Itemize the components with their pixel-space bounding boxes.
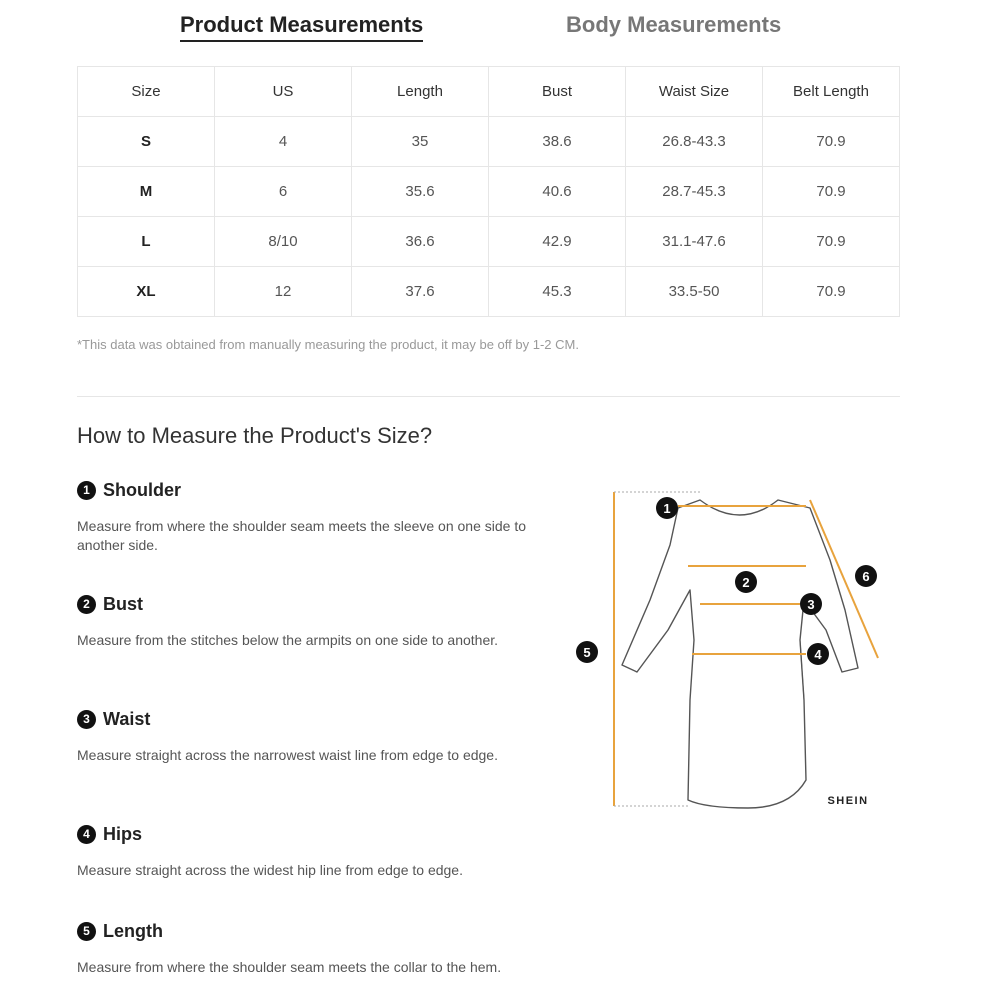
dress-measurement-diagram: [560, 480, 890, 820]
marker-4-icon: [807, 643, 829, 665]
table-cell: 6: [215, 167, 352, 217]
number-2-icon: 2: [77, 595, 96, 614]
step-title: Shoulder: [103, 479, 182, 500]
table-cell: M: [78, 167, 215, 217]
table-cell: 33.5-50: [626, 267, 763, 317]
marker-3-icon: [800, 593, 822, 615]
svg-text:2: 2: [742, 575, 750, 590]
step-description: Measure from where the shoulder seam meets the collar to the hem.: [77, 959, 502, 975]
table-cell: 35.6: [352, 167, 489, 217]
header-belt-length: Belt Length: [763, 67, 900, 117]
step-title: Length: [103, 920, 163, 941]
section-divider: [77, 396, 900, 397]
svg-text:5: 5: [583, 645, 591, 660]
table-cell: 35: [352, 117, 489, 167]
step-title: Bust: [103, 593, 143, 614]
svg-text:4: 4: [814, 647, 822, 662]
table-cell: S: [78, 117, 215, 167]
step-hips: [77, 822, 537, 880]
brand-logo: SHEIN: [827, 795, 869, 807]
marker-5-icon: [576, 641, 598, 663]
step-description: Measure straight across the widest hip line from edge to edge.: [77, 862, 463, 878]
tab-product-measurements[interactable]: Product Measurements: [180, 12, 423, 42]
table-row: [78, 117, 900, 167]
table-row: [78, 217, 900, 267]
header-length: Length: [352, 67, 489, 117]
number-4-icon: 4: [77, 825, 96, 844]
table-cell: 70.9: [763, 267, 900, 317]
table-cell: 70.9: [763, 117, 900, 167]
step-title: Waist: [103, 708, 151, 729]
step-shoulder: [77, 478, 537, 555]
header-us: US: [215, 67, 352, 117]
step-waist: [77, 707, 537, 765]
table-cell: 4: [215, 117, 352, 167]
measurement-disclaimer: *This data was obtained from manually measuring the product, it may be off by 1-2 CM.: [77, 337, 579, 352]
svg-text:1: 1: [663, 501, 671, 516]
table-cell: 26.8-43.3: [626, 117, 763, 167]
marker-2-icon: [735, 571, 757, 593]
table-header-row: [78, 67, 900, 117]
table-cell: 37.6: [352, 267, 489, 317]
how-to-measure-title: How to Measure the Product's Size?: [77, 423, 433, 448]
table-cell: 31.1-47.6: [626, 217, 763, 267]
table-cell: L: [78, 217, 215, 267]
step-description: Measure from the stitches below the armpits on one side to another.: [77, 632, 499, 648]
svg-text:6: 6: [862, 569, 870, 584]
svg-text:3: 3: [807, 597, 815, 612]
number-3-icon: 3: [77, 710, 96, 729]
step-length: [77, 919, 537, 977]
table-cell: 28.7-45.3: [626, 167, 763, 217]
table-cell: 36.6: [352, 217, 489, 267]
marker-6-icon: [855, 565, 877, 587]
table-row: [78, 167, 900, 217]
table-cell: 70.9: [763, 217, 900, 267]
table-cell: 42.9: [489, 217, 626, 267]
step-bust: [77, 592, 537, 650]
table-cell: 12: [215, 267, 352, 317]
tab-body-measurements[interactable]: Body Measurements: [566, 12, 782, 37]
table-cell: 38.6: [489, 117, 626, 167]
step-title: Hips: [103, 823, 143, 844]
table-cell: XL: [78, 267, 215, 317]
table-cell: 8/10: [215, 217, 352, 267]
step-description: Measure from where the shoulder seam meets the sleeve on one side to another side.: [77, 518, 527, 553]
marker-1-icon: [656, 497, 678, 519]
header-waist-size: Waist Size: [626, 67, 763, 117]
number-1-icon: 1: [77, 481, 96, 500]
table-cell: 45.3: [489, 267, 626, 317]
size-table: [77, 66, 900, 317]
header-bust: Bust: [489, 67, 626, 117]
measurement-tabs: [0, 12, 1000, 46]
step-description: Measure straight across the narrowest waist line from edge to edge.: [77, 747, 498, 763]
table-cell: 70.9: [763, 167, 900, 217]
number-5-icon: 5: [77, 922, 96, 941]
header-size: Size: [78, 67, 215, 117]
table-cell: 40.6: [489, 167, 626, 217]
table-row: [78, 267, 900, 317]
